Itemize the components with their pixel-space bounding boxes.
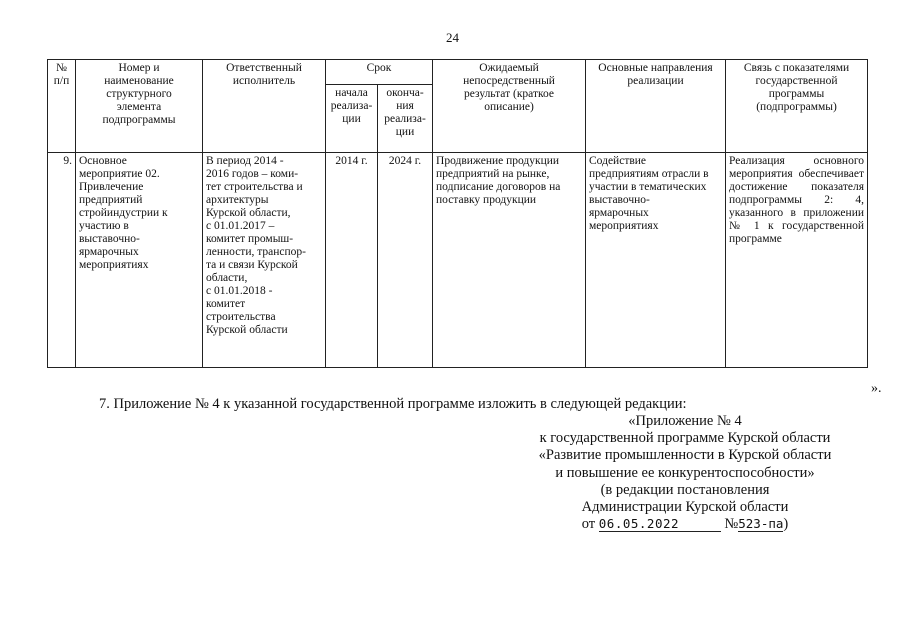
- appendix-line-5: (в редакции постановления: [600, 481, 770, 498]
- cell-directions: Содействие предприятиям отрасли в участии в тематических выставочно- ярмарочных мероприятиях: [586, 153, 726, 368]
- header-num: № п/п: [48, 60, 76, 153]
- decree-number: 523-па: [738, 516, 784, 532]
- header-result: Ожидаемый непосредственный результат (краткое описание): [433, 60, 586, 153]
- header-link: Связь с показателями государственной программы (подпрограммы): [726, 60, 868, 153]
- header-directions: Основные направления реализации: [586, 60, 726, 153]
- from-label: от: [581, 516, 596, 533]
- appendix-line-6: Администрации Курской области: [581, 499, 789, 516]
- appendix-line-3: «Развитие промышленности в Курской области: [538, 447, 832, 464]
- appendix-line-2: к государственной программе Курской области: [539, 430, 831, 447]
- decree-date: 06.05.2022: [599, 517, 721, 532]
- cell-result: Продвижение продукции предприятий на рынке, подписание договоров на поставку продукции: [433, 153, 586, 368]
- table-row: [48, 153, 868, 368]
- page-number: 24: [446, 30, 459, 45]
- number-label: №: [724, 516, 739, 533]
- header-term: Срок: [326, 60, 433, 85]
- cell-start: 2014 г.: [326, 153, 378, 368]
- table-header-row: [48, 60, 868, 85]
- header-term-end: оконча- ния реализа- ции: [378, 85, 433, 153]
- cell-link: Реализация основного мероприятия обеспечивает достижение показателя подпрограммы 2: 4, указанного в приложении № 1 к государственной программе: [726, 153, 868, 368]
- appendix-line-4: и повышение ее конкурентоспособности»: [555, 464, 815, 481]
- closing-quote: ».: [871, 381, 882, 396]
- cell-element: Основное мероприятие 02. Привлечение предприятий стройиндустрии к участию в выставочно- ярмарочных мероприятиях: [76, 153, 203, 368]
- appendix-date-line: [582, 516, 789, 533]
- program-table: [47, 59, 868, 368]
- close-paren: ): [783, 516, 789, 533]
- cell-end: 2024 г.: [378, 153, 433, 368]
- cell-num: 9.: [48, 153, 76, 368]
- header-element: Номер и наименование структурного элемента подпрограммы: [76, 60, 203, 153]
- cell-executor: В период 2014 - 2016 годов – коми- тет строительства и архитектуры Курской области, с 01.01.2017 – комитет промыш- ленности, транспор- та и связи Курской области, с 01.01.2018 - комитет строительства Курской области: [203, 153, 326, 368]
- header-executor: Ответственный исполнитель: [203, 60, 326, 153]
- appendix-header: [500, 413, 870, 533]
- paragraph-7: 7. Приложение № 4 к указанной государственной программе изложить в следующей редакции:: [99, 396, 687, 412]
- header-term-start: начала реализа- ции: [326, 85, 378, 153]
- appendix-line-1: «Приложение № 4: [628, 413, 742, 429]
